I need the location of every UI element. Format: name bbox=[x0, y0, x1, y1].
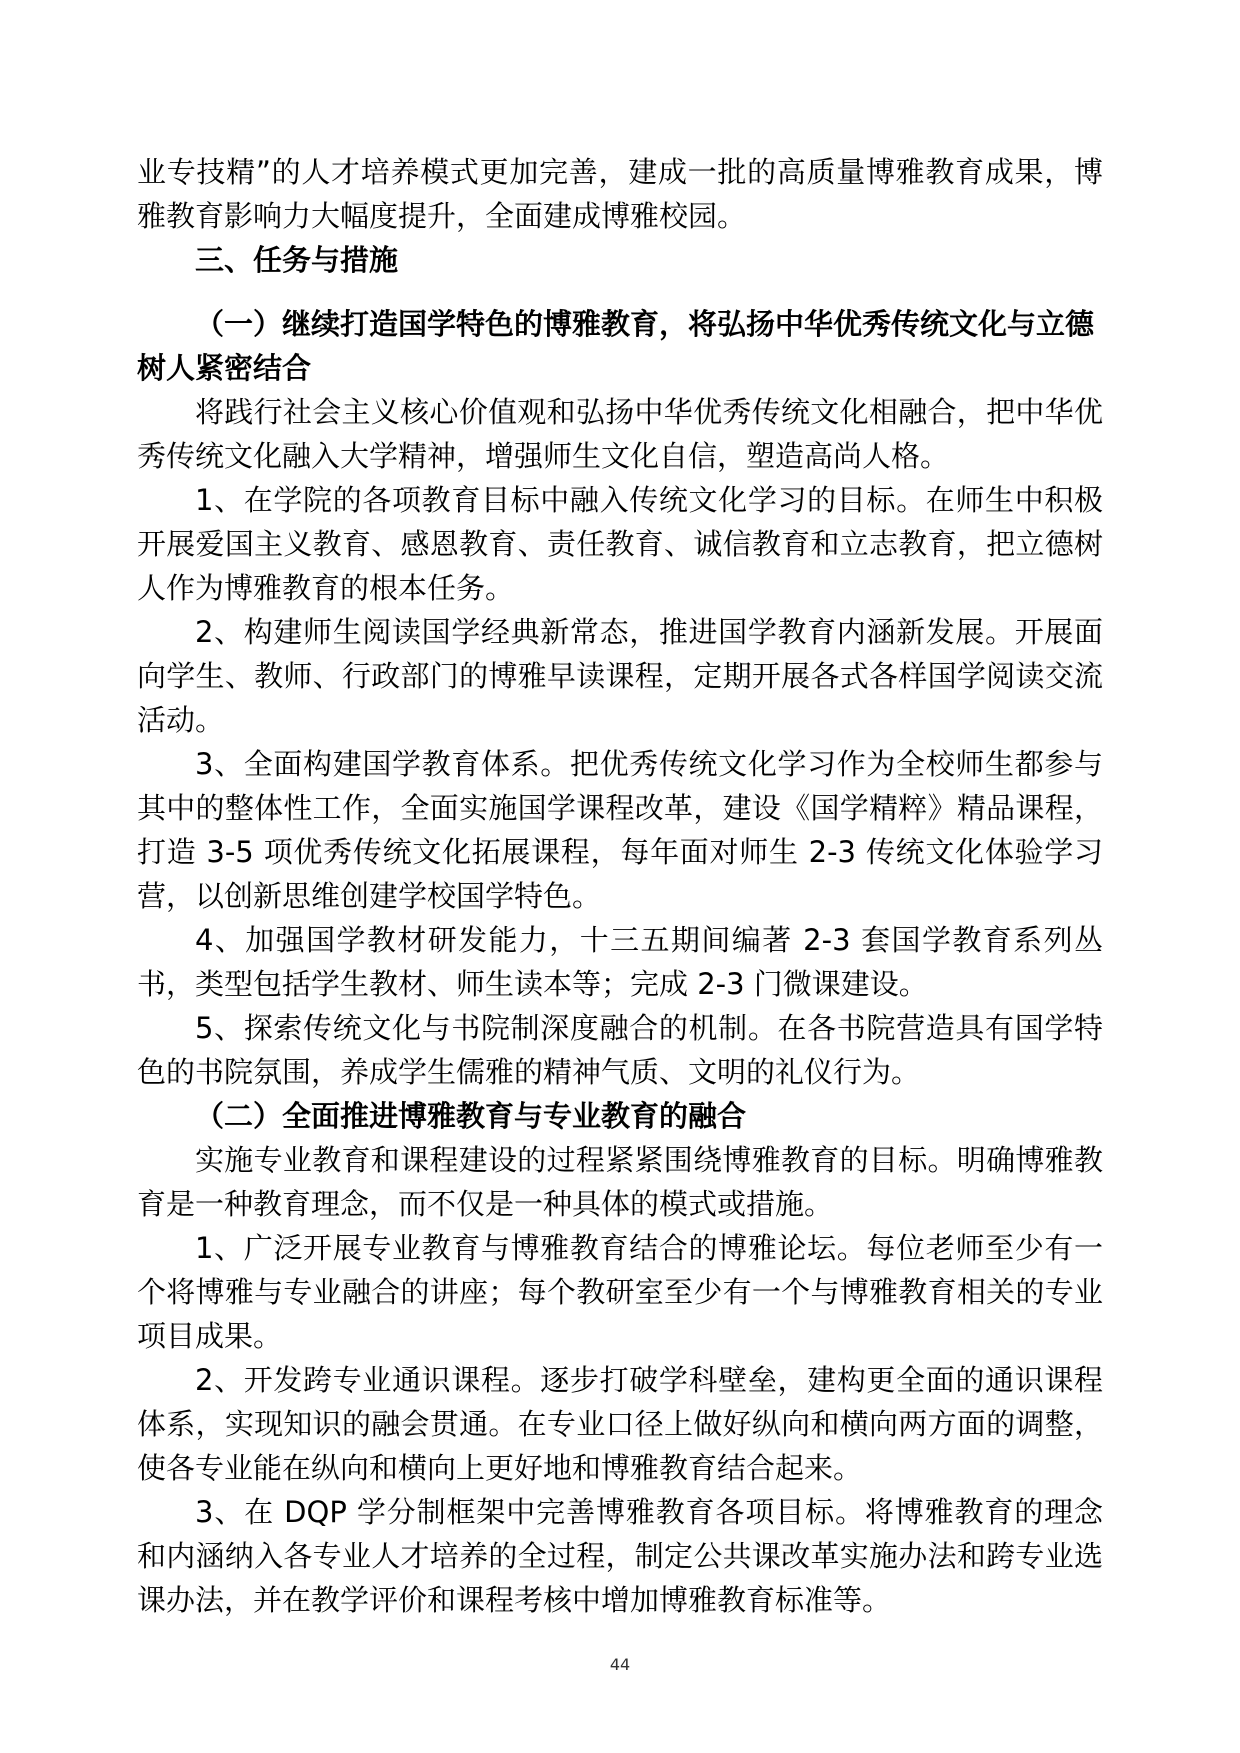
subsection-heading-2: （二）全面推进博雅教育与专业教育的融合 bbox=[195, 1099, 747, 1133]
paragraph-item-1-4: 4、加强国学教材研发能力，十三五期间编著 2-3 套国学教育系列丛书，类型包括学生教材、师生读本等；完成 2-3 门微课建设。 bbox=[137, 923, 1103, 1001]
subsection-heading-1: （一）继续打造国学特色的博雅教育，将弘扬中华优秀传统文化与立德树人紧密结合 bbox=[137, 307, 1095, 385]
paragraph-item-2-2: 2、开发跨专业通识课程。逐步打破学科壁垒，建构更全面的通识课程体系，实现知识的融会贯通。在专业口径上做好纵向和横向两方面的调整，使各专业能在纵向和横向上更好地和博雅教育结合起来。 bbox=[137, 1363, 1103, 1485]
paragraph-item-2-1: 1、广泛开展专业教育与博雅教育结合的博雅论坛。每位老师至少有一个将博雅与专业融合的讲座；每个教研室至少有一个与博雅教育相关的专业项目成果。 bbox=[137, 1231, 1103, 1353]
page-number: 44 bbox=[609, 1655, 631, 1674]
paragraph-intro-2: 实施专业教育和课程建设的过程紧紧围绕博雅教育的目标。明确博雅教育是一种教育理念，而不仅是一种具体的模式或措施。 bbox=[137, 1143, 1103, 1221]
paragraph-item-2-3: 3、在 DQP 学分制框架中完善博雅教育各项目标。将博雅教育的理念和内涵纳入各专业人才培养的全过程，制定公共课改革实施办法和跨专业选课办法，并在教学评价和课程考核中增加博雅教育标准等。 bbox=[137, 1495, 1103, 1617]
paragraph-item-1-3: 3、全面构建国学教育体系。把优秀传统文化学习作为全校师生都参与其中的整体性工作，全面实施国学课程改革，建设《国学精粹》精品课程，打造 3-5 项优秀传统文化拓展课程，每年面对师生 2-3 传统文化体验学习营，以创新思维创建学校国学特色。 bbox=[137, 747, 1103, 913]
paragraph-item-1-5: 5、探索传统文化与书院制深度融合的机制。在各书院营造具有国学特色的书院氛围，养成学生儒雅的精神气质、文明的礼仪行为。 bbox=[137, 1011, 1103, 1089]
section-heading-tasks: 三、任务与措施 bbox=[195, 243, 399, 277]
paragraph-continuation: 业专技精”的人才培养模式更加完善，建成一批的高质量博雅教育成果，博雅教育影响力大幅度提升，全面建成博雅校园。 bbox=[137, 155, 1103, 233]
paragraph-item-1-1: 1、在学院的各项教育目标中融入传统文化学习的目标。在师生中积极开展爱国主义教育、感恩教育、责任教育、诚信教育和立志教育，把立德树人作为博雅教育的根本任务。 bbox=[137, 483, 1103, 605]
paragraph-intro-1: 将践行社会主义核心价值观和弘扬中华优秀传统文化相融合，把中华优秀传统文化融入大学精神，增强师生文化自信，塑造高尚人格。 bbox=[137, 395, 1103, 473]
document-body bbox=[137, 150, 1103, 1622]
paragraph-item-1-2: 2、构建师生阅读国学经典新常态，推进国学教育内涵新发展。开展面向学生、教师、行政部门的博雅早读课程，定期开展各式各样国学阅读交流活动。 bbox=[137, 615, 1103, 737]
